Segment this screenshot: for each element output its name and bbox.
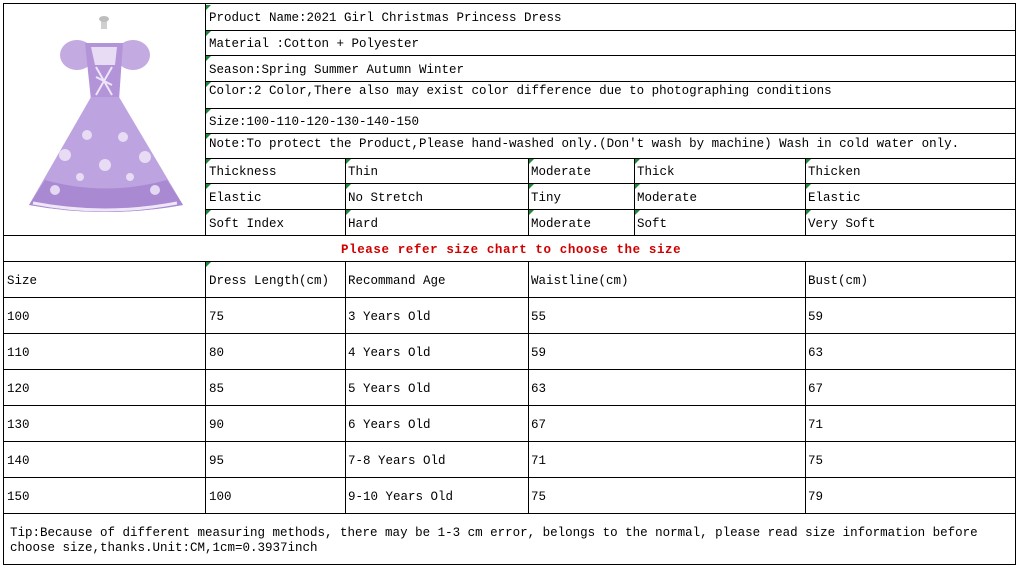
product-material: Material :Cotton + Polyester bbox=[209, 37, 420, 51]
column-header: Dress Length(cm) bbox=[209, 274, 330, 288]
table-cell: 120 bbox=[7, 382, 30, 396]
table-cell: 3 Years Old bbox=[348, 310, 431, 324]
product-color: Color:2 Color,There also may exist color difference due to photographing conditions bbox=[209, 84, 832, 98]
measurement-tip: Tip:Because of different measuring methods, there may be 1-3 cm error, belongs to the normal, please read size information before choose size,thanks.Unit:CM,1cm=0.3937inch bbox=[10, 526, 978, 555]
table-cell: 71 bbox=[531, 454, 547, 468]
table-cell: 75 bbox=[531, 490, 547, 504]
table-cell: 130 bbox=[7, 418, 30, 432]
table-cell: 110 bbox=[7, 346, 30, 360]
table-cell: 67 bbox=[531, 418, 547, 432]
cell-marker bbox=[635, 210, 640, 215]
property-cell: Thicken bbox=[808, 165, 861, 179]
size-chart-sheet bbox=[3, 3, 1016, 565]
property-cell: No Stretch bbox=[348, 191, 424, 205]
table-cell: 9-10 Years Old bbox=[348, 490, 454, 504]
table-cell: 4 Years Old bbox=[348, 346, 431, 360]
cell-marker bbox=[635, 184, 640, 189]
table-cell: 67 bbox=[808, 382, 824, 396]
table-cell: 7-8 Years Old bbox=[348, 454, 446, 468]
cell-marker bbox=[206, 210, 211, 215]
table-cell: 80 bbox=[209, 346, 225, 360]
property-cell: Thick bbox=[637, 165, 675, 179]
column-header: Bust(cm) bbox=[808, 274, 869, 288]
property-cell: Elastic bbox=[808, 191, 861, 205]
cell-marker bbox=[529, 159, 534, 164]
property-cell: Moderate bbox=[637, 191, 698, 205]
size-chart-notice: Please refer size chart to choose the size bbox=[341, 243, 682, 257]
cell-marker bbox=[206, 5, 211, 10]
cell-marker bbox=[206, 184, 211, 189]
table-cell: 59 bbox=[808, 310, 824, 324]
property-cell: Soft Index bbox=[209, 217, 285, 231]
table-cell: 95 bbox=[209, 454, 225, 468]
property-cell: Hard bbox=[348, 217, 379, 231]
table-cell: 63 bbox=[808, 346, 824, 360]
cell-marker bbox=[206, 31, 211, 36]
cell-marker bbox=[346, 210, 351, 215]
table-cell: 63 bbox=[531, 382, 547, 396]
property-cell: Elastic bbox=[209, 191, 262, 205]
cell-marker bbox=[206, 159, 211, 164]
cell-marker bbox=[206, 134, 211, 139]
cell-marker bbox=[806, 210, 811, 215]
property-cell: Thin bbox=[348, 165, 379, 179]
property-cell: Very Soft bbox=[808, 217, 876, 231]
product-size: Size:100-110-120-130-140-150 bbox=[209, 115, 420, 129]
cell-marker bbox=[206, 109, 211, 114]
cell-marker bbox=[206, 262, 211, 267]
table-cell: 59 bbox=[531, 346, 547, 360]
column-header: Size bbox=[7, 274, 38, 288]
table-cell: 75 bbox=[808, 454, 824, 468]
table-cell: 6 Years Old bbox=[348, 418, 431, 432]
product-season: Season:Spring Summer Autumn Winter bbox=[209, 63, 465, 77]
cell-marker bbox=[529, 184, 534, 189]
dress-photo bbox=[5, 5, 205, 234]
cell-marker bbox=[806, 184, 811, 189]
table-cell: 100 bbox=[209, 490, 232, 504]
cell-marker bbox=[206, 56, 211, 61]
product-note: Note:To protect the Product,Please hand-washed only.(Don't wash by machine) Wash in cold water only. bbox=[209, 137, 960, 151]
property-cell: Tiny bbox=[531, 191, 562, 205]
cell-marker bbox=[346, 159, 351, 164]
table-cell: 140 bbox=[7, 454, 30, 468]
table-cell: 75 bbox=[209, 310, 225, 324]
table-cell: 55 bbox=[531, 310, 547, 324]
table-cell: 90 bbox=[209, 418, 225, 432]
table-cell: 5 Years Old bbox=[348, 382, 431, 396]
table-cell: 100 bbox=[7, 310, 30, 324]
property-cell: Moderate bbox=[531, 165, 592, 179]
cell-marker bbox=[206, 82, 211, 87]
product-name: Product Name:2021 Girl Christmas Princess Dress bbox=[209, 11, 562, 25]
property-cell: Moderate bbox=[531, 217, 592, 231]
cell-marker bbox=[635, 159, 640, 164]
column-header: Recommand Age bbox=[348, 274, 446, 288]
table-cell: 79 bbox=[808, 490, 824, 504]
dress-illustration bbox=[5, 5, 205, 234]
column-header: Waistline(cm) bbox=[531, 274, 629, 288]
property-cell: Thickness bbox=[209, 165, 277, 179]
table-cell: 150 bbox=[7, 490, 30, 504]
cell-marker bbox=[529, 210, 534, 215]
table-cell: 85 bbox=[209, 382, 225, 396]
cell-marker bbox=[806, 159, 811, 164]
table-cell: 71 bbox=[808, 418, 824, 432]
property-cell: Soft bbox=[637, 217, 668, 231]
cell-marker bbox=[346, 184, 351, 189]
